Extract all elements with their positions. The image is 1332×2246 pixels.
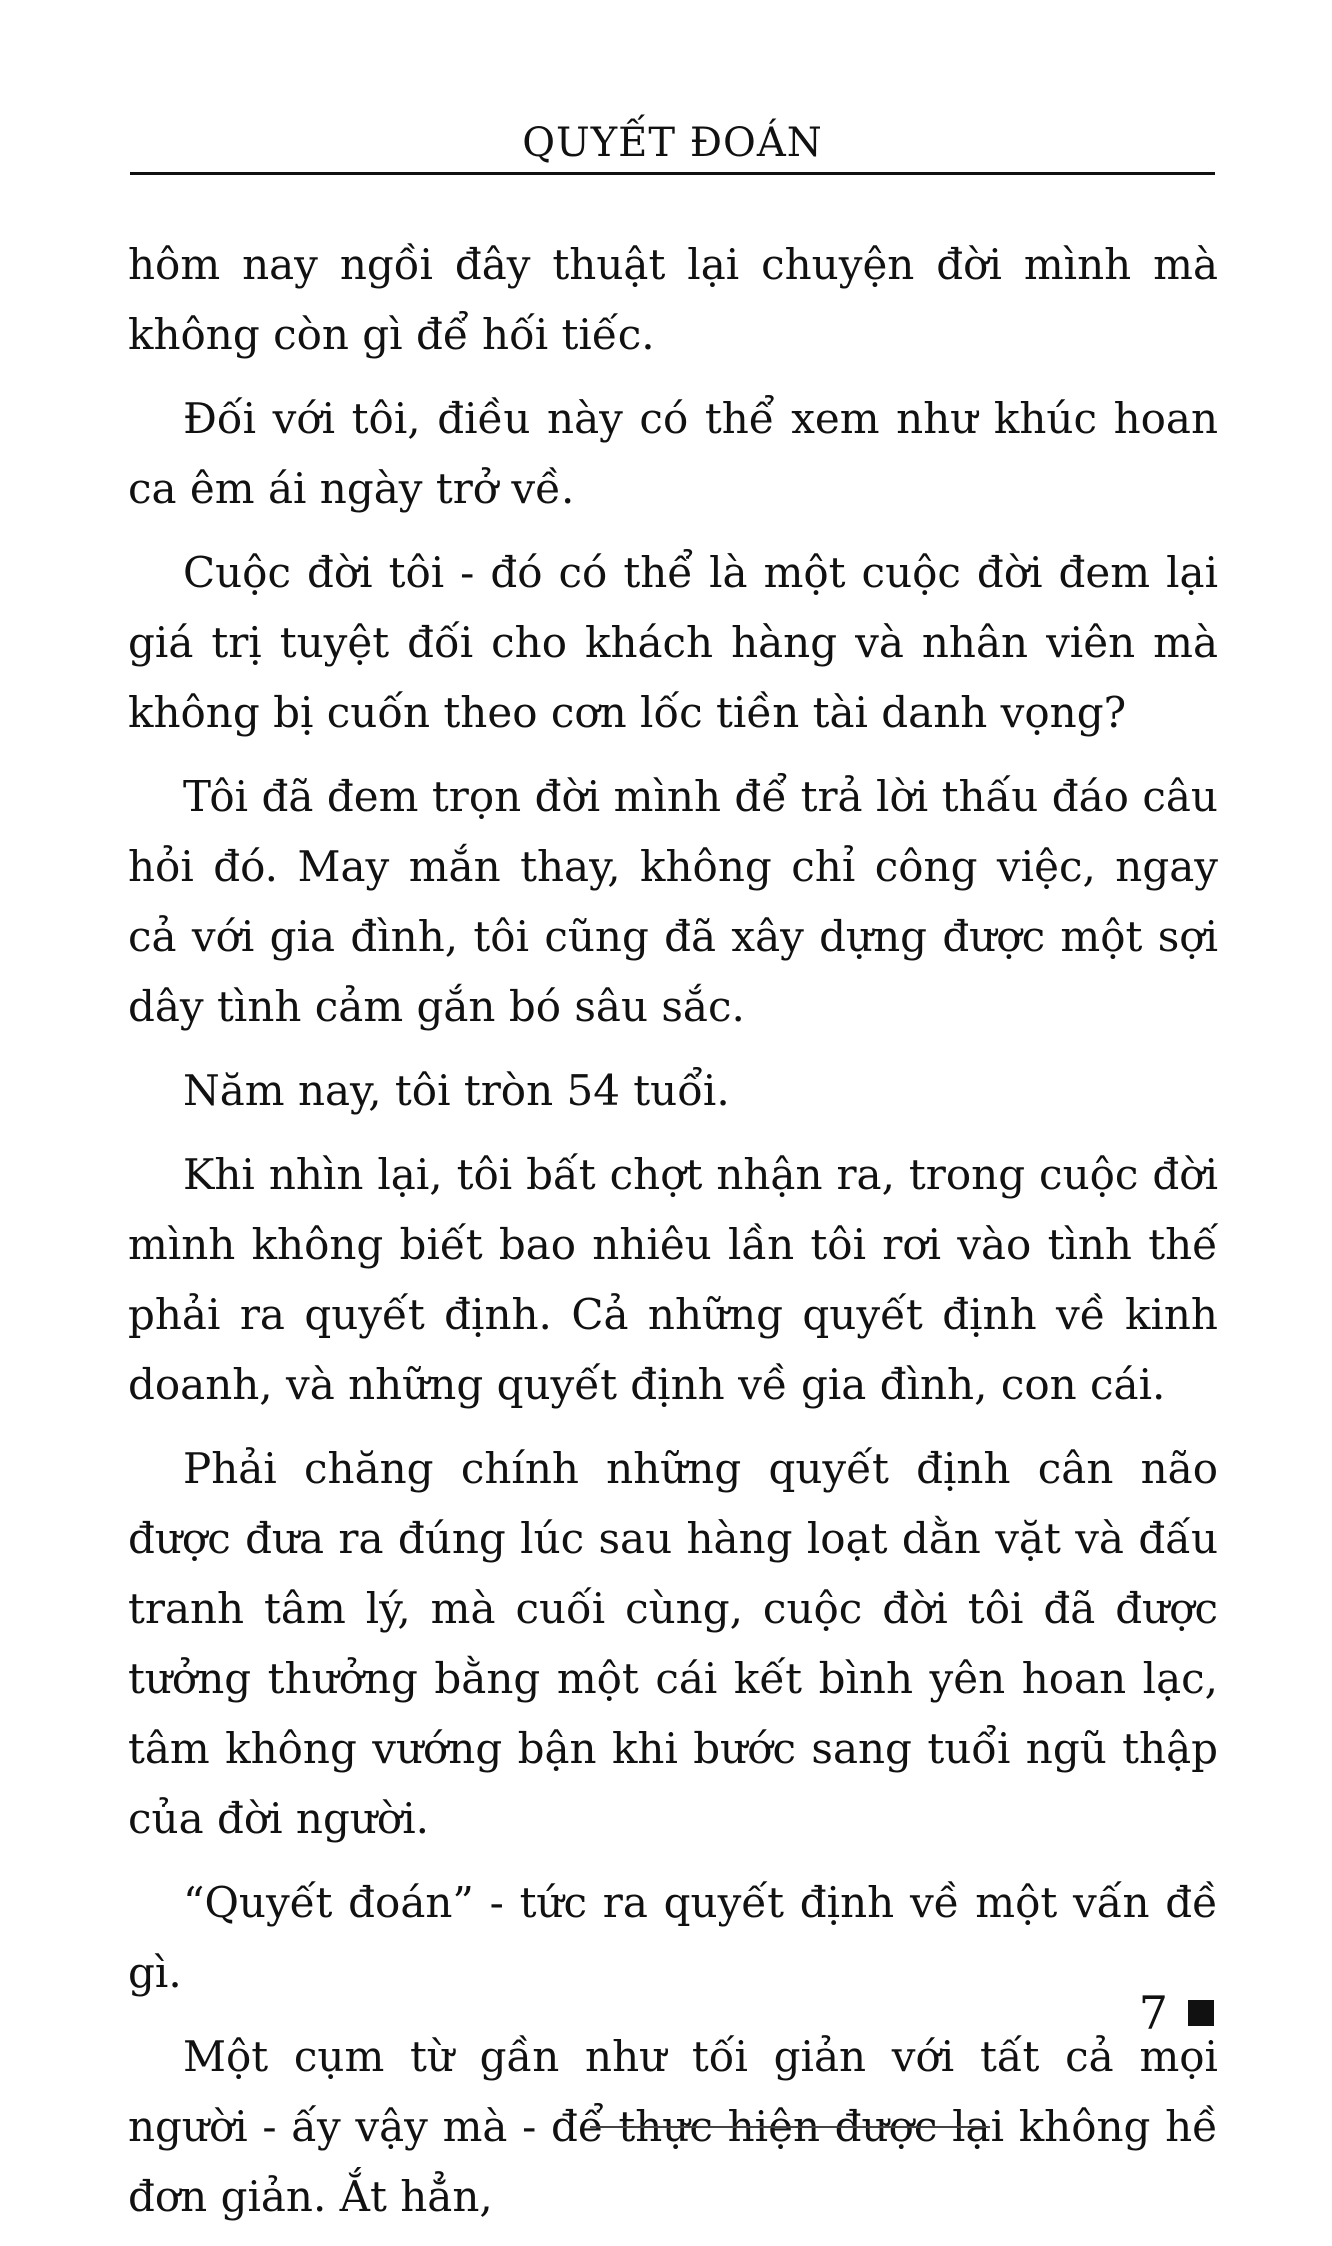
square-bullet-icon (1188, 2000, 1214, 2026)
running-head-title: QUYẾT ĐOÁN (522, 120, 823, 166)
paragraph-1: hôm nay ngồi đây thuật lại chuyện đời mình mà không còn gì để hối tiếc. (128, 240, 1218, 359)
page-number: 7 (1138, 1986, 1168, 2040)
paragraph-9: Một cụm từ gần như tối giản với tất cả mọi người - ấy vậy mà - để thực hiện được lại không hề đơn giản. Ắt hẳn, (128, 2032, 1218, 2221)
body-text (128, 230, 1218, 2246)
page-folio (1139, 1985, 1214, 2041)
paragraph-2: Đối với tôi, điều này có thể xem như khúc hoan ca êm ái ngày trở về. (128, 394, 1218, 513)
bottom-edge-rule (590, 2126, 990, 2128)
paragraph-6: Khi nhìn lại, tôi bất chợt nhận ra, trong cuộc đời mình không biết bao nhiêu lần tôi rơi vào tình thế phải ra quyết định. Cả những quyết định về kinh doanh, và những quyết định về gia đình, con cái. (128, 1150, 1218, 1409)
paragraph-7: Phải chăng chính những quyết định cân não được đưa ra đúng lúc sau hàng loạt dằn vặt và đấu tranh tâm lý, mà cuối cùng, cuộc đời tôi đã được tưởng thưởng bằng một cái kết bình yên hoan lạc, tâm không vướng bận khi bước sang tuổi ngũ thập của đời người. (128, 1444, 1218, 1843)
paragraph-4: Tôi đã đem trọn đời mình để trả lời thấu đáo câu hỏi đó. May mắn thay, không chỉ công việc, ngay cả với gia đình, tôi cũng đã xây dựng được một sợi dây tình cảm gắn bó sâu sắc. (128, 772, 1218, 1031)
header-rule (130, 172, 1215, 175)
paragraph-8: “Quyết đoán” - tức ra quyết định về một vấn đề gì. (128, 1878, 1218, 1997)
paragraph-5: Năm nay, tôi tròn 54 tuổi. (183, 1066, 730, 1115)
paragraph-3: Cuộc đời tôi - đó có thể là một cuộc đời đem lại giá trị tuyệt đối cho khách hàng và nhân viên mà không bị cuốn theo cơn lốc tiền tài danh vọng? (128, 548, 1218, 737)
